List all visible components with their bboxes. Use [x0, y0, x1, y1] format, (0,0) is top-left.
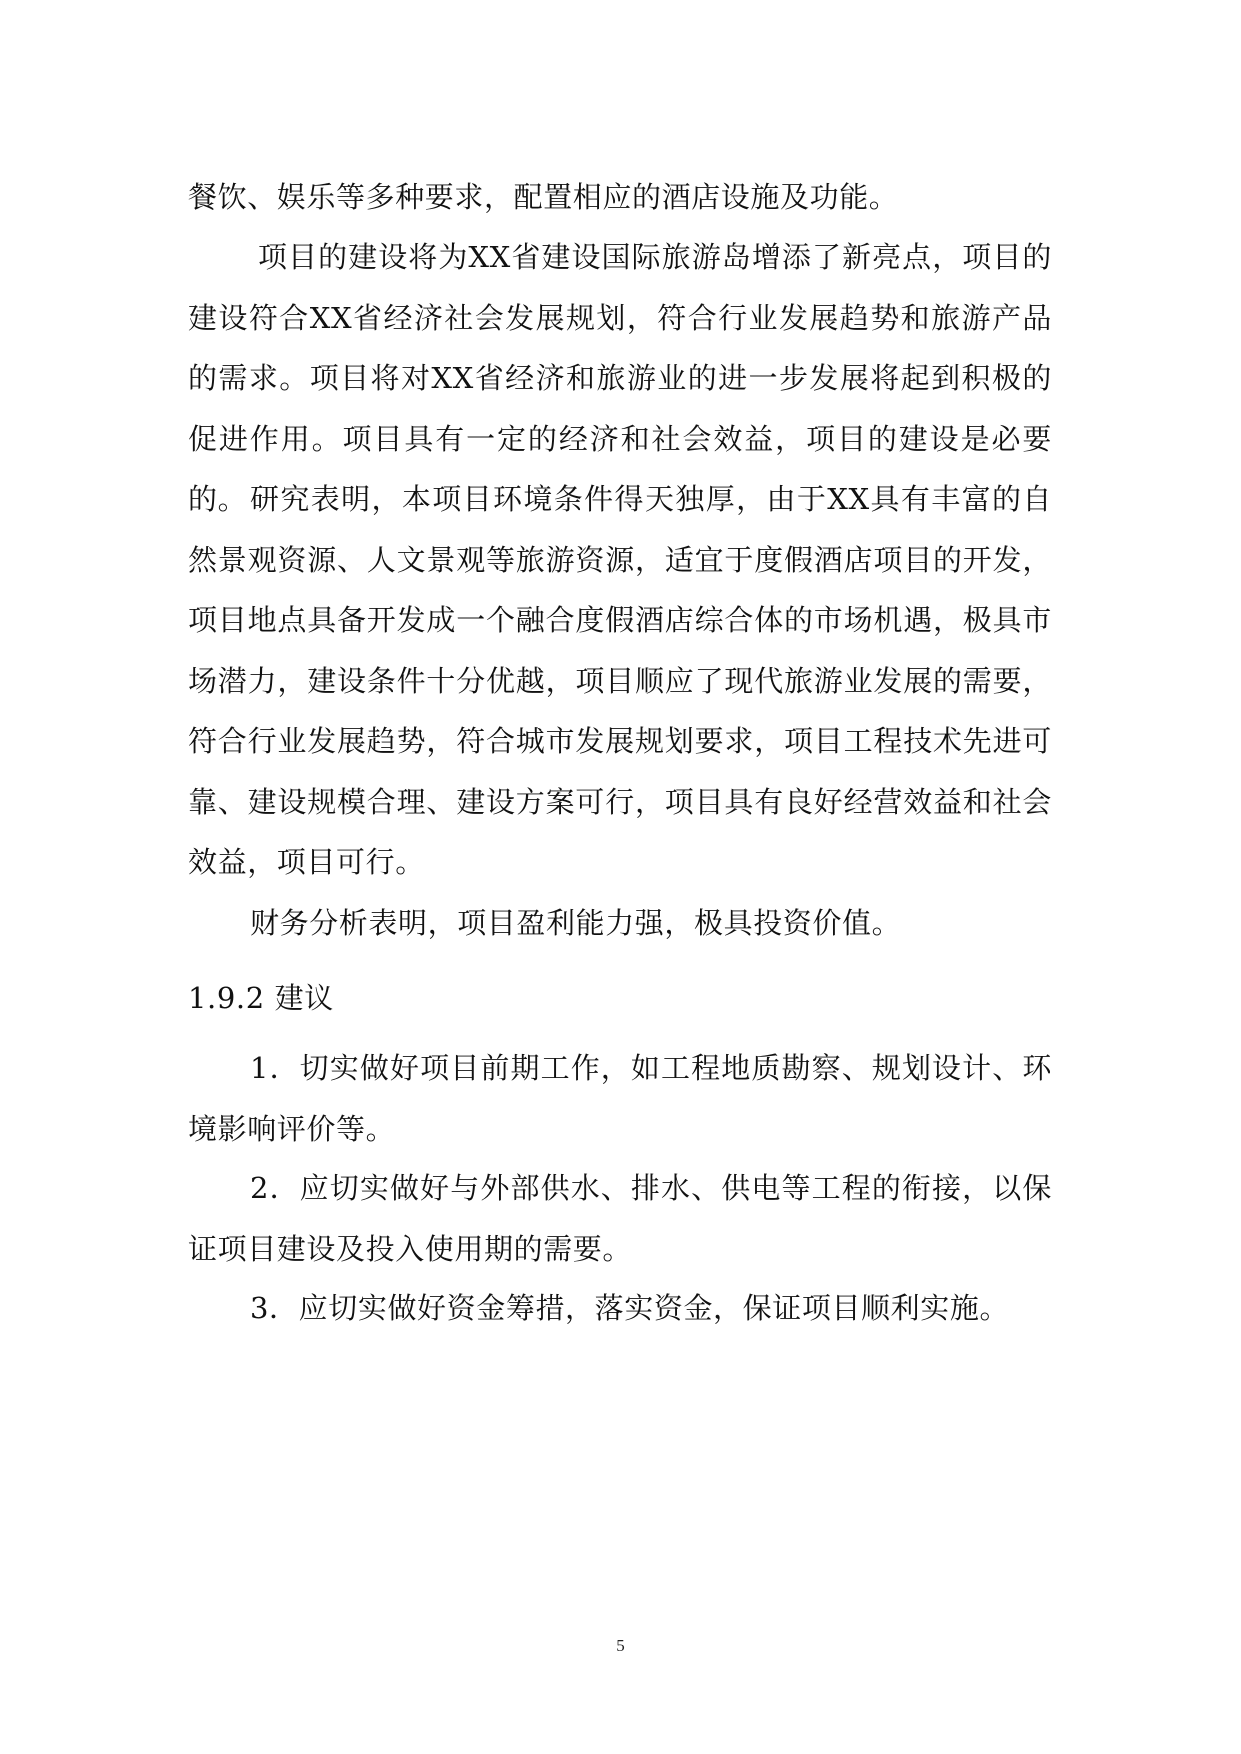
page-number: 5: [616, 1636, 625, 1655]
paragraph-research-findings: 研究表明，本项目环境条件得天独厚，由于XX具有丰富的自然景观资源、人文景观等旅游资源，适宜于度假酒店项目的开发，项目地点具备开发成一个融合度假酒店综合体的市场机遇，极具市场潜力，建设条件十分优越，项目顺应了现代旅游业发展的需要，符合行业发展趋势，符合城市发展规划要求，项目工程技术先进可靠、建设规模合理、建设方案可行，项目具有良好经营效益和社会效益，项目可行。: [188, 482, 1052, 879]
section-heading: 1.9.2 建议: [188, 981, 334, 1015]
suggestion-item-2: 2．应切实做好与外部供水、排水、供电等工程的衔接，以保证项目建设及投入使用期的需要。: [188, 1171, 1052, 1266]
paragraph-project-significance: 项目的建设将为XX省建设国际旅游岛增添了新亮点，项目的建设符合XX省经济社会发展规划，符合行业发展趋势和旅游产品的需求。项目将对XX省经济和旅游业的进一步发展将起到积极的促进作用。项目具有一定的经济和社会效益，项目的建设是必要的。: [188, 240, 1052, 516]
paragraph-financial-analysis: 财务分析表明，项目盈利能力强，极具投资价值。: [250, 906, 902, 940]
suggestion-item-3: 3．应切实做好资金筹措，落实资金，保证项目顺利实施。: [250, 1291, 1010, 1325]
paragraph-continuation: 餐饮、娱乐等多种要求，配置相应的酒店设施及功能。: [188, 180, 899, 214]
suggestion-item-1: 1．切实做好项目前期工作，如工程地质勘察、规划设计、环境影响评价等。: [188, 1051, 1052, 1146]
